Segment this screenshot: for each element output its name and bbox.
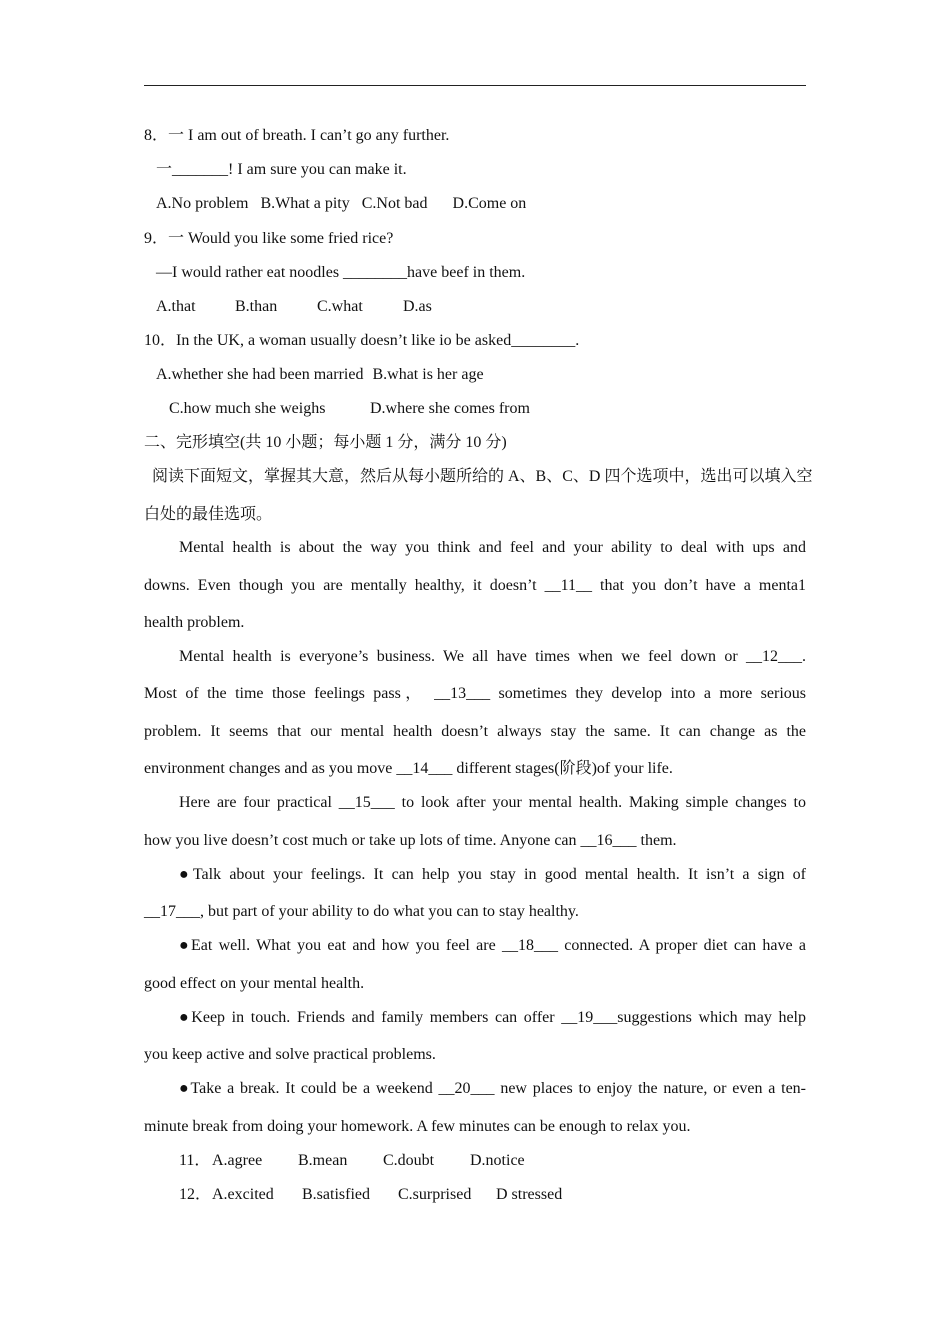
q10-stem: 10．In the UK, a woman usually doesn’t like io be asked________. <box>144 332 580 349</box>
q10-option-b: B.what is her age <box>372 366 484 383</box>
q11-number: 11． <box>179 1152 211 1169</box>
bullet-eat-line2: good effect on your mental health. <box>144 975 365 992</box>
header-rule <box>144 85 806 86</box>
q8-option-d: D.Come on <box>452 195 527 212</box>
q9-option-a: A.that <box>156 298 196 315</box>
q9-option-d: D.as <box>403 298 432 315</box>
q8-reply: 一_______! I am sure you can make it. <box>156 161 407 178</box>
passage-p1-line2: downs. Even though you are mentally healthy, it doesn’t __11__ that you don’t have a menta1 <box>144 577 806 594</box>
q12-number: 12． <box>179 1186 212 1203</box>
q11-option-d: D.notice <box>470 1152 525 1169</box>
q8-option-a: A.No problem <box>156 195 249 212</box>
q12-row <box>179 1185 562 1205</box>
q9-reply: —I would rather eat noodles ________have beef in them. <box>156 264 526 281</box>
q11-option-b: B.mean <box>298 1152 348 1169</box>
bullet-touch-line2: you keep active and solve practical problems. <box>144 1046 436 1063</box>
bullet-talk-line2: __17___, but part of your ability to do what you can to stay healthy. <box>144 903 579 920</box>
q11-option-c: C.doubt <box>383 1152 435 1169</box>
section2-instruction-line2: 白处的最佳选项。 <box>144 506 273 523</box>
q9-stem: 9．一 Would you like some fried rice? <box>144 230 394 247</box>
bullet-break-line1: ●Take a break. It could be a weekend __20___ new places to enjoy the nature, or even a ten- <box>179 1080 806 1097</box>
q10-option-c: C.how much she weighs <box>169 400 326 417</box>
bullet-eat-line1: ●Eat well. What you eat and how you feel are __18___ connected. A proper diet can have a <box>179 937 806 954</box>
passage-p1-line1: Mental health is about the way you think and feel and your ability to deal with ups and <box>179 539 806 556</box>
passage-p2-line2: Most of the time those feelings pass， __13___ sometimes they develop into a more serious <box>144 685 806 702</box>
q10-option-d: D.where she comes from <box>370 400 530 417</box>
bullet-talk-line1: ●Talk about your feelings. It can help you stay in good mental health. It isn’t a sign of <box>179 866 806 883</box>
passage-p2-line1: Mental health is everyone’s business. We all have times when we feel down or __12___. <box>179 648 806 665</box>
passage-p1-line3: health problem. <box>144 614 245 631</box>
q8-options <box>156 194 526 214</box>
bullet-touch-line1: ●Keep in touch. Friends and family members can offer __19___suggestions which may help <box>179 1009 806 1026</box>
bullet-break-line2: minute break from doing your homework. A few minutes can be enough to relax you. <box>144 1118 691 1135</box>
passage-p2-line3: problem. It seems that our mental health doesn’t always stay the same. It can change as the <box>144 723 806 740</box>
q10-options-row2 <box>169 399 530 419</box>
section2-title: 二、完形填空(共 10 小题；每小题 1 分，满分 10 分) <box>144 434 507 451</box>
section2-instruction-line1: 阅读下面短文，掌握其大意，然后从每小题所给的 A、B、C、D 四个选项中，选出可以填入空 <box>152 468 813 485</box>
q12-option-a: A.excited <box>212 1186 274 1203</box>
q9-options <box>156 297 432 317</box>
q12-option-b: B.satisfied <box>302 1186 370 1203</box>
q8-stem: 8．一 I am out of breath. I can’t go any further. <box>144 127 450 144</box>
q12-option-d: D stressed <box>496 1186 563 1203</box>
passage-p3-line2: how you live doesn’t cost much or take up lots of time. Anyone can __16___ them. <box>144 832 677 849</box>
q11-row <box>179 1151 525 1171</box>
q11-option-a: A.agree <box>212 1152 263 1169</box>
passage-p3-line1: Here are four practical __15___ to look after your mental health. Making simple changes to <box>179 794 806 811</box>
q8-option-b: B.What a pity <box>260 195 350 212</box>
passage-p2-line4: environment changes and as you move __14___ different stages(阶段)of your life. <box>144 760 673 777</box>
q9-option-b: B.than <box>235 298 278 315</box>
q9-option-c: C.what <box>317 298 363 315</box>
q12-option-c: C.surprised <box>398 1186 472 1203</box>
q10-option-a: A.whether she had been married <box>156 366 364 383</box>
q10-options-row1 <box>156 365 484 385</box>
q8-option-c: C.Not bad <box>361 195 428 212</box>
